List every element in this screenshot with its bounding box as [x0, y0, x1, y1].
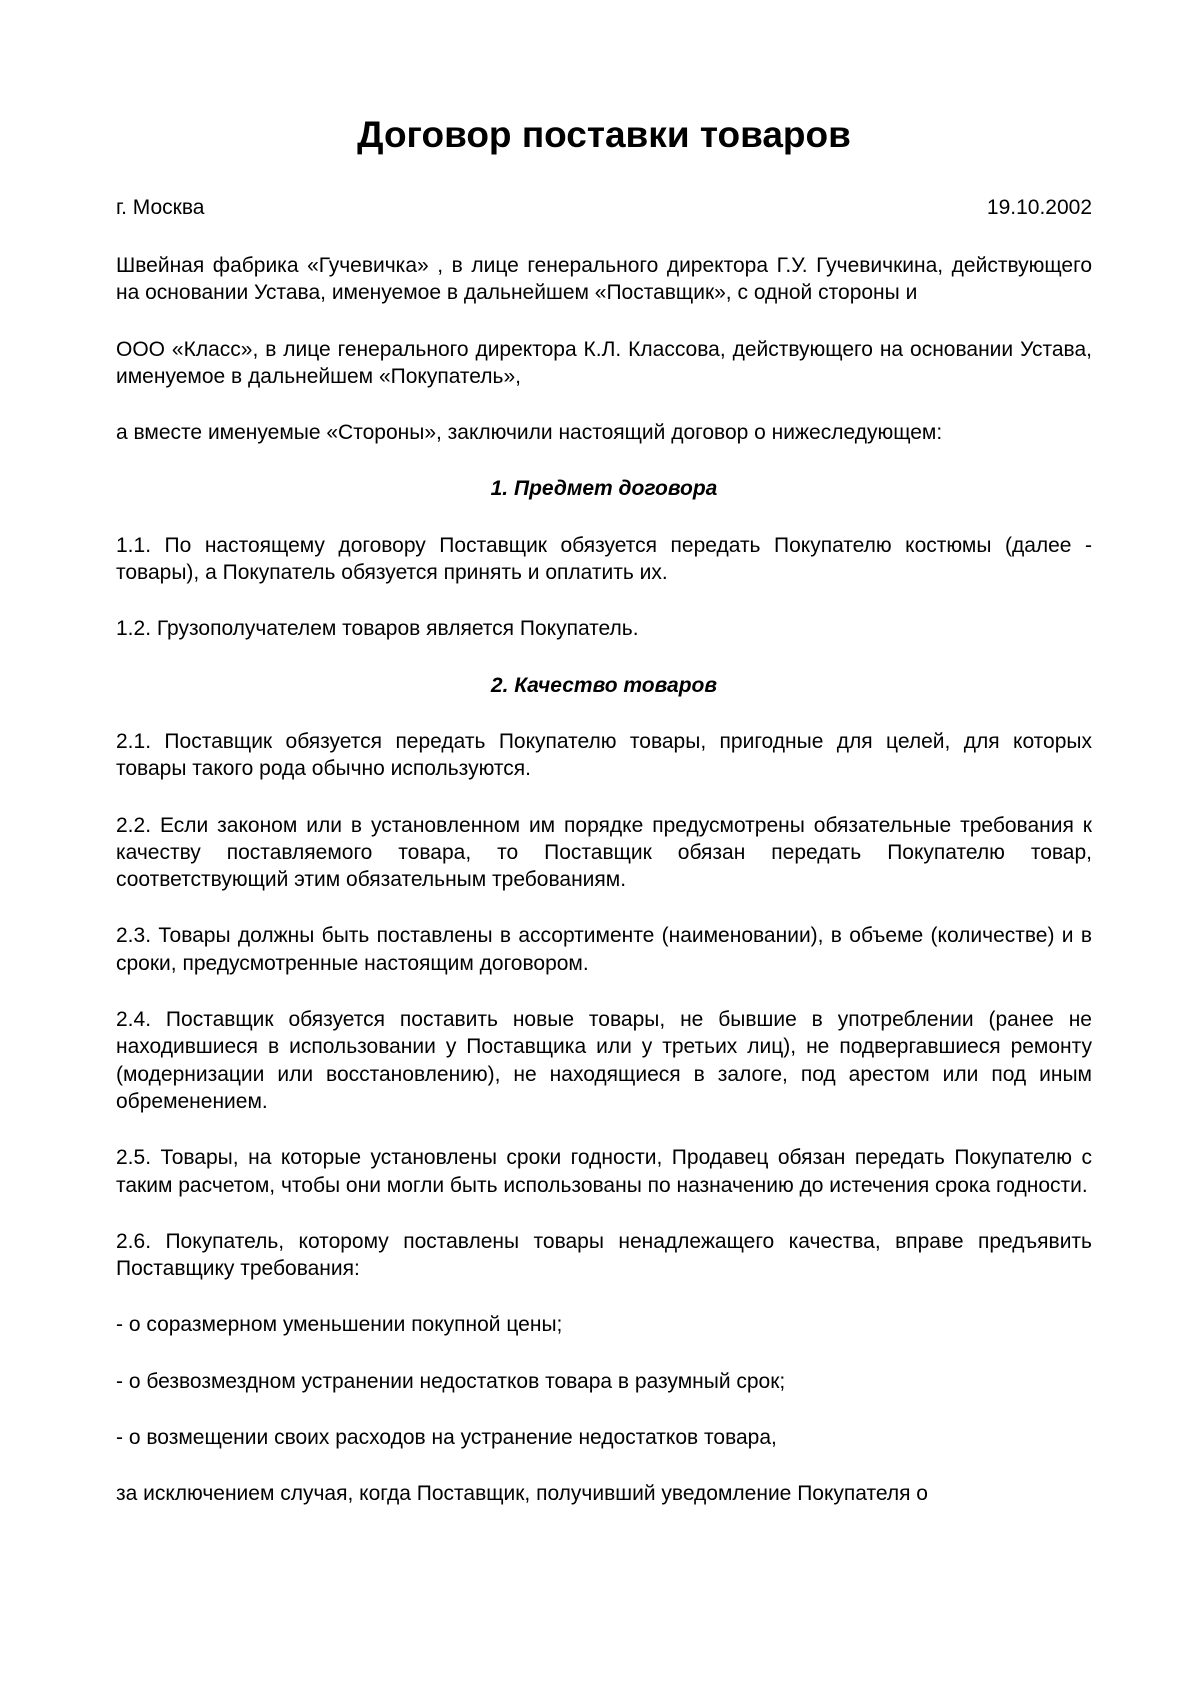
preamble-buyer: ООО «Класс», в лице генерального директора К.Л. Классова, действующего на основании Устава, именуемое в дальнейшем «Покупатель», [116, 337, 1092, 388]
clause-2-3: 2.3. Товары должны быть поставлены в ассортименте (наименовании), в объеме (количестве) и в сроки, предусмотренные настоящим договором. [116, 924, 1092, 975]
document-body [116, 252, 1092, 1537]
clause-2-6-item-price: - о соразмерном уменьшении покупной цены; [116, 1313, 563, 1337]
clause-2-4: 2.4. Поставщик обязуется поставить новые товары, не бывшие в употреблении (ранее не находившиеся в использовании у Поставщика или у третьих лиц), не подвергавшиеся ремонту (модернизации или восстановлению), не находящиеся в залоге, под арестом или под иным обременением. [116, 1008, 1092, 1113]
document-title: Договор поставки товаров [357, 114, 851, 155]
clause-1-1: 1.1. По настоящему договору Поставщик обязуется передать Покупателю костюмы (далее - товары), а Покупатель обязуется принять и оплатить их. [116, 533, 1092, 585]
section-heading-subject: 1. Предмет договора [490, 477, 718, 501]
clause-2-2: 2.2. Если законом или в установленном им порядке предусмотрены обязательные требования к качеству поставляемого товара, то Поставщик обязан передать Покупателю товар, соответствующий этим обязательным требованиям. [116, 813, 1092, 892]
clause-2-5: 2.5. Товары, на которые установлены сроки годности, Продавец обязан передать Покупателю с таким расчетом, чтобы они могли быть использованы по назначению до истечения срока годности. [116, 1146, 1092, 1197]
place-date-line [116, 194, 1092, 222]
preamble-supplier: Швейная фабрика «Гучевичка» , в лице генерального директора Г.У. Гучевичкина, действующего на основании Устава, именуемое в дальнейшем «Поставщик», с одной стороны и [116, 254, 1092, 305]
clause-2-6-item-repair: - о безвозмездном устранении недостатков товара в разумный срок; [116, 1369, 786, 1393]
clause-2-1: 2.1. Поставщик обязуется передать Покупателю товары, пригодные для целей, для которых товары такого рода обычно используются. [116, 729, 1092, 781]
clause-2-6: 2.6. Покупатель, которому поставлены товары ненадлежащего качества, вправе предъявить Поставщику требования: [116, 1229, 1092, 1281]
section-heading-quality: 2. Качество товаров [490, 673, 718, 697]
clause-2-6-exception: за исключением случая, когда Поставщик, получивший уведомление Покупателя о [116, 1482, 928, 1506]
clause-2-6-item-expenses: - о возмещении своих расходов на устранение недостатков товара, [116, 1426, 777, 1450]
city: г. Москва [116, 196, 205, 219]
contract-date: 19.10.2002 [986, 196, 1092, 219]
clause-1-2: 1.2. Грузополучателем товаров является Покупатель. [116, 617, 639, 641]
preamble-parties: а вместе именуемые «Стороны», заключили настоящий договор о нижеследующем: [116, 421, 943, 445]
